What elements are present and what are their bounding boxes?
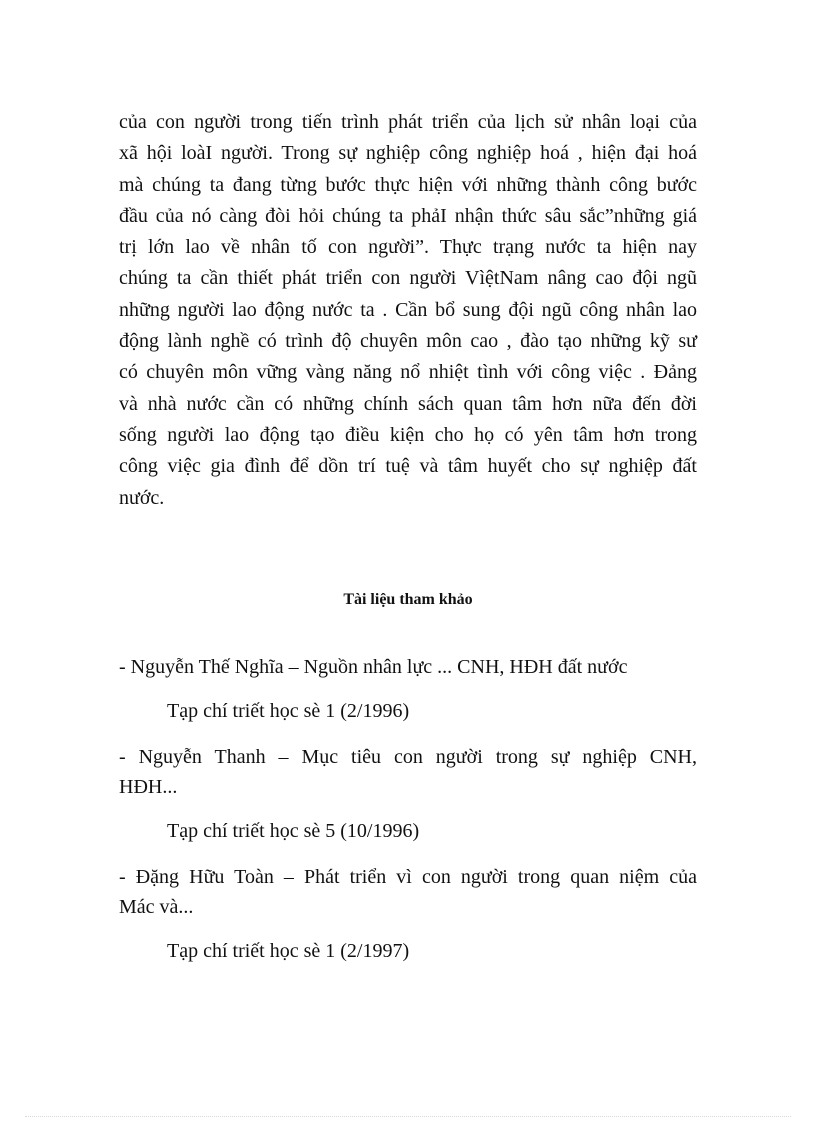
- reference-source: Tạp chí triết học sè 1 (2/1996): [167, 700, 410, 722]
- body-line: và nhà nước cần có những chính sách quan tâm hơn nữa đến đời: [119, 392, 697, 415]
- body-line: động lành nghề có trình độ chuyên môn cao , đào tạo những kỹ sư: [119, 330, 697, 353]
- body-line: chúng ta cần thiết phát triển con người VìệtNam nâng cao đội ngũ: [119, 267, 697, 290]
- page-bottom-rule: [25, 1116, 791, 1117]
- reference-source: Tạp chí triết học sè 1 (2/1997): [167, 940, 410, 962]
- reference-title: - Nguyễn Thanh – Mục tiêu con người trong sự nghiệp CNH,: [119, 746, 697, 768]
- references-list: [119, 652, 697, 966]
- reference-title: - Đặng Hữu Toàn – Phát triển vì con người trong quan niệm của: [119, 866, 697, 888]
- body-paragraph: [119, 107, 697, 514]
- body-line: mà chúng ta đang từng bước thực hiện với những thành công bước: [119, 173, 697, 196]
- reference-item: [119, 742, 697, 846]
- reference-title-continued: Mác và...: [119, 896, 194, 918]
- reference-source: Tạp chí triết học sè 5 (10/1996): [167, 820, 420, 842]
- body-line: trị lớn lao về nhân tố con người”. Thực trạng nước ta hiện nay: [119, 236, 697, 259]
- reference-item: [119, 862, 697, 966]
- reference-title: - Nguyễn Thế Nghĩa – Nguồn nhân lực ... CNH, HĐH đất nước: [119, 656, 628, 678]
- body-line: của con người trong tiến trình phát triển của lịch sử nhân loại của: [119, 111, 697, 133]
- references-heading: Tài liệu tham khảo: [343, 591, 473, 608]
- body-line: có chuyên môn vững vàng năng nổ nhiệt tình với công việc . Đảng: [119, 361, 697, 384]
- body-line: những người lao động nước ta . Cần bổ sung đội ngũ công nhân lao: [119, 298, 697, 321]
- body-line: công việc gia đình để dồn trí tuệ và tâm huyết cho sự nghiệp đất: [119, 455, 697, 478]
- reference-title-continued: HĐH...: [119, 776, 178, 798]
- body-line: xã hội loàI người. Trong sự nghiệp công nghiệp hoá , hiện đại hoá: [119, 142, 697, 165]
- reference-item: [119, 652, 697, 726]
- body-line: sống người lao động tạo điều kiện cho họ có yên tâm hơn trong: [119, 423, 697, 446]
- body-line: nước.: [119, 486, 165, 509]
- body-line: đầu của nó càng đòi hỏi chúng ta phảI nhận thức sâu sắc”những giá: [119, 204, 697, 227]
